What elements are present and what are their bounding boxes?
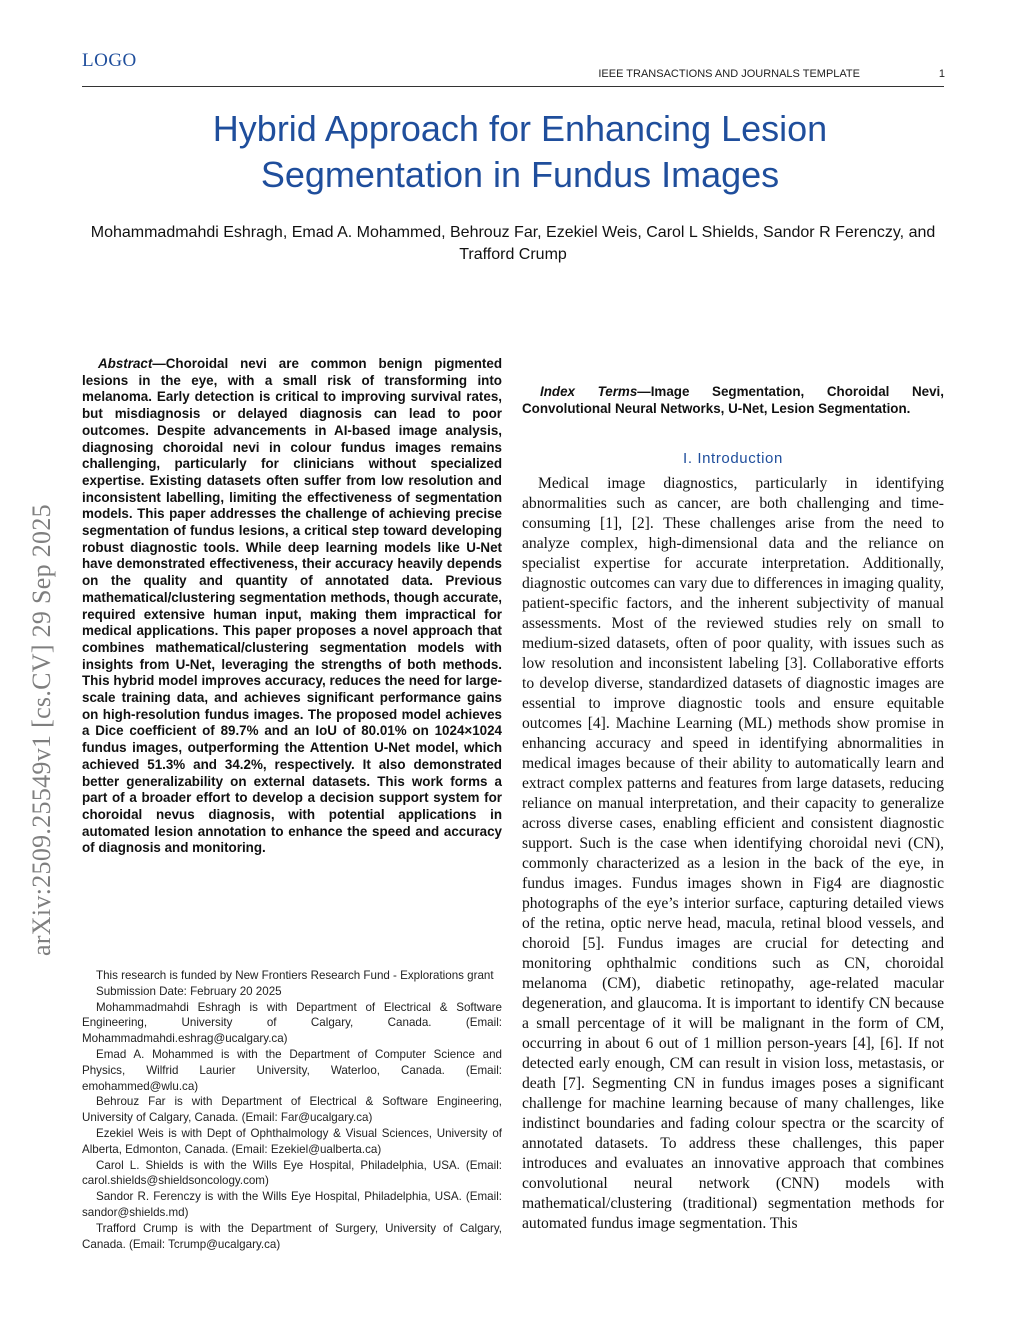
abstract-label: Abstract [98, 356, 153, 371]
arxiv-sidebar [22, 372, 62, 956]
index-terms-dash: — [637, 384, 651, 399]
index-terms-label: Index Terms [540, 384, 638, 399]
footnote-author-affiliation: Carol L. Shields is with the Wills Eye Hospital, Philadelphia, USA. (Email: carol.shields@shieldsoncology.com) [82, 1158, 502, 1188]
footnote-author-affiliation: Behrouz Far is with Department of Electrical & Software Engineering, University of Calgary, Canada. (Email: Far@ucalgary.ca) [82, 1095, 502, 1125]
abstract-text: Choroidal nevi are common benign pigmented lesions in the eye, with a small risk of transforming into melanoma. Early detection is critical to improving survival rates, but misdiagnosis or delayed diagnosis can lead to poor outcomes. Despite advancements in AI-based image analysis, diagnosing choroidal nevi in colour fundus images remains challenging, particularly for clinicians without specialized expertise. Existing datasets often suffer from low resolution and inconsistent labelling, limiting the effectiveness of segmentation models. This paper addresses the challenge of achieving precise segmentation of fundus lesions, a critical step toward developing robust diagnostic tools. While deep learning models like U-Net have demonstrated effectiveness, their accuracy heavily depends on the quality and quantity of annotated data. Previous mathematical/clustering segmentation methods, though accurate, required extensive human input, making them impractical for medical applications. This paper proposes a novel approach that combines mathematical/clustering segmentation models with insights from U-Net, leveraging the strengths of both methods. This hybrid model improves accuracy, reduces the need for large-scale training data, and achieves significant performance gains on high-resolution fundus images. The proposed model achieves a Dice coefficient of 89.7% and an IoU of 80.01% on 1024×1024 fundus images, outperforming the Attention U-Net model, which achieved 51.3% and 34.2%, respectively. It also demonstrated better generalizability on external datasets. This work forms a part of a broader effort to develop a decision support system for choroidal nevus diagnosis, with potential applications in automated lesion annotation to enhance the speed and accuracy of diagnosis and monitoring. [82, 356, 502, 856]
author-list: Mohammadmahdi Eshragh, Emad A. Mohammed, Behrouz Far, Ezekiel Weis, Carol L Shields, Sandor R Ferenczy, and Trafford Crump [90, 224, 936, 263]
journal-logo: LOGO [82, 50, 137, 71]
header-rule [82, 86, 944, 87]
paper-title: Hybrid Approach for Enhancing Lesion Segmentation in Fundus Images [212, 108, 828, 195]
footnote-author-affiliation: Ezekiel Weis is with Dept of Ophthalmology & Visual Sciences, University of Alberta, Edmonton, Canada. (Email: Ezekiel@ualberta.ca) [82, 1126, 502, 1156]
footnote-submission-date: Submission Date: February 20 2025 [96, 984, 282, 998]
footnote-author-affiliation: Emad A. Mohammed is with the Department of Computer Science and Physics, Wilfrid Laurier University, Waterloo, Canada. (Email: emohammed@wlu.ca) [82, 1047, 502, 1093]
footnote-author-affiliation: Sandor R. Ferenczy is with the Wills Eye Hospital, Philadelphia, USA. (Email: sandor@shields.md) [82, 1190, 502, 1219]
footnote-author-affiliation: Mohammadmahdi Eshragh is with Department of Electrical & Software Engineering, University of Calgary, Canada. (Email: Mohammadmahdi.eshrag@ucalgary.ca) [82, 1000, 502, 1046]
running-head: IEEE TRANSACTIONS AND JOURNALS TEMPLATE [598, 68, 860, 80]
abstract-dash: — [152, 356, 166, 371]
index-terms [522, 384, 944, 417]
introduction-paragraph: Medical image diagnostics, particularly in identifying abnormalities such as cancer, are both challenging and time-consuming [1], [2]. These challenges arise from the need to analyze complex, high-dimensional data and the reliance on specialist expertise for accurate interpretation. Additionally, diagnostic outcomes can vary due to differences in imaging quality, patient-specific factors, and the inherent subjectivity of manual assessments. Most of the reviewed studies rely on small to medium-sized datasets, often of poor quality, with issues such as low resolution and inconsistent labeling [3]. Collaborative efforts to develop diverse, standardized datasets of diagnostic images are essential to improve diagnostic tools and ensure equitable outcomes [4]. Machine Learning (ML) methods show promise in enhancing accuracy and speed in identifying abnormalities in medical images because of their ability to automatically learn and extract complex patterns and features from large datasets, reducing reliance on manual interpretation, and their capacity to generalize across diverse cases, enabling efficient and consistent diagnostic support. Such is the case when identifying choroidal nevi (CN), commonly characterized as a lesion in the back of the eye, in fundus images. Fundus images shown in Fig4 are diagnostic photographs of the eye’s interior surface, capturing detailed views of the retina, optic nerve head, macula, retinal blood vessels, and choroid [5]. Fundus images are crucial for detecting and monitoring ophthalmic conditions such as CN, choroidal melanoma (CM), diabetic retinopathy, age-related macular degeneration, and glaucoma. It is important to identify CN because a small percentage of it will be malignant in the form of CM, occurring in about 6 out of 1 million person-years [4], [6]. If not detected early enough, CM can result in vision loss, metastasis, or death [7]. Segmenting CN in fundus images poses a significant challenge for machine learning because of many challenges, like indistinct boundaries and fading colour spectra or the scarcity of annotated datasets. To address these challenges, this paper introduces and evaluates an innovative approach that combines convolutional neural network (CNN) models with mathematical/clustering (traditional) segmentation methods for automated fundus image segmentation. This [522, 475, 944, 1232]
footnote-author-affiliation: Trafford Crump is with the Department of Surgery, University of Calgary, Canada. (Email: Tcrump@ucalgary.ca) [82, 1221, 502, 1251]
footnote-funding: This research is funded by New Frontiers Research Fund - Explorations grant [96, 969, 494, 982]
abstract [82, 356, 502, 857]
arxiv-identifier: arXiv:2509.25549v1 [cs.CV] 29 Sep 2025 [27, 504, 56, 956]
footnotes [82, 968, 502, 1252]
section-heading-introduction: I. Introduction [683, 450, 783, 467]
index-terms-text: Image Segmentation, Choroidal Nevi, Convolutional Neural Networks, U-Net, Lesion Segmentation. [522, 384, 944, 416]
page-number: 1 [938, 68, 945, 80]
